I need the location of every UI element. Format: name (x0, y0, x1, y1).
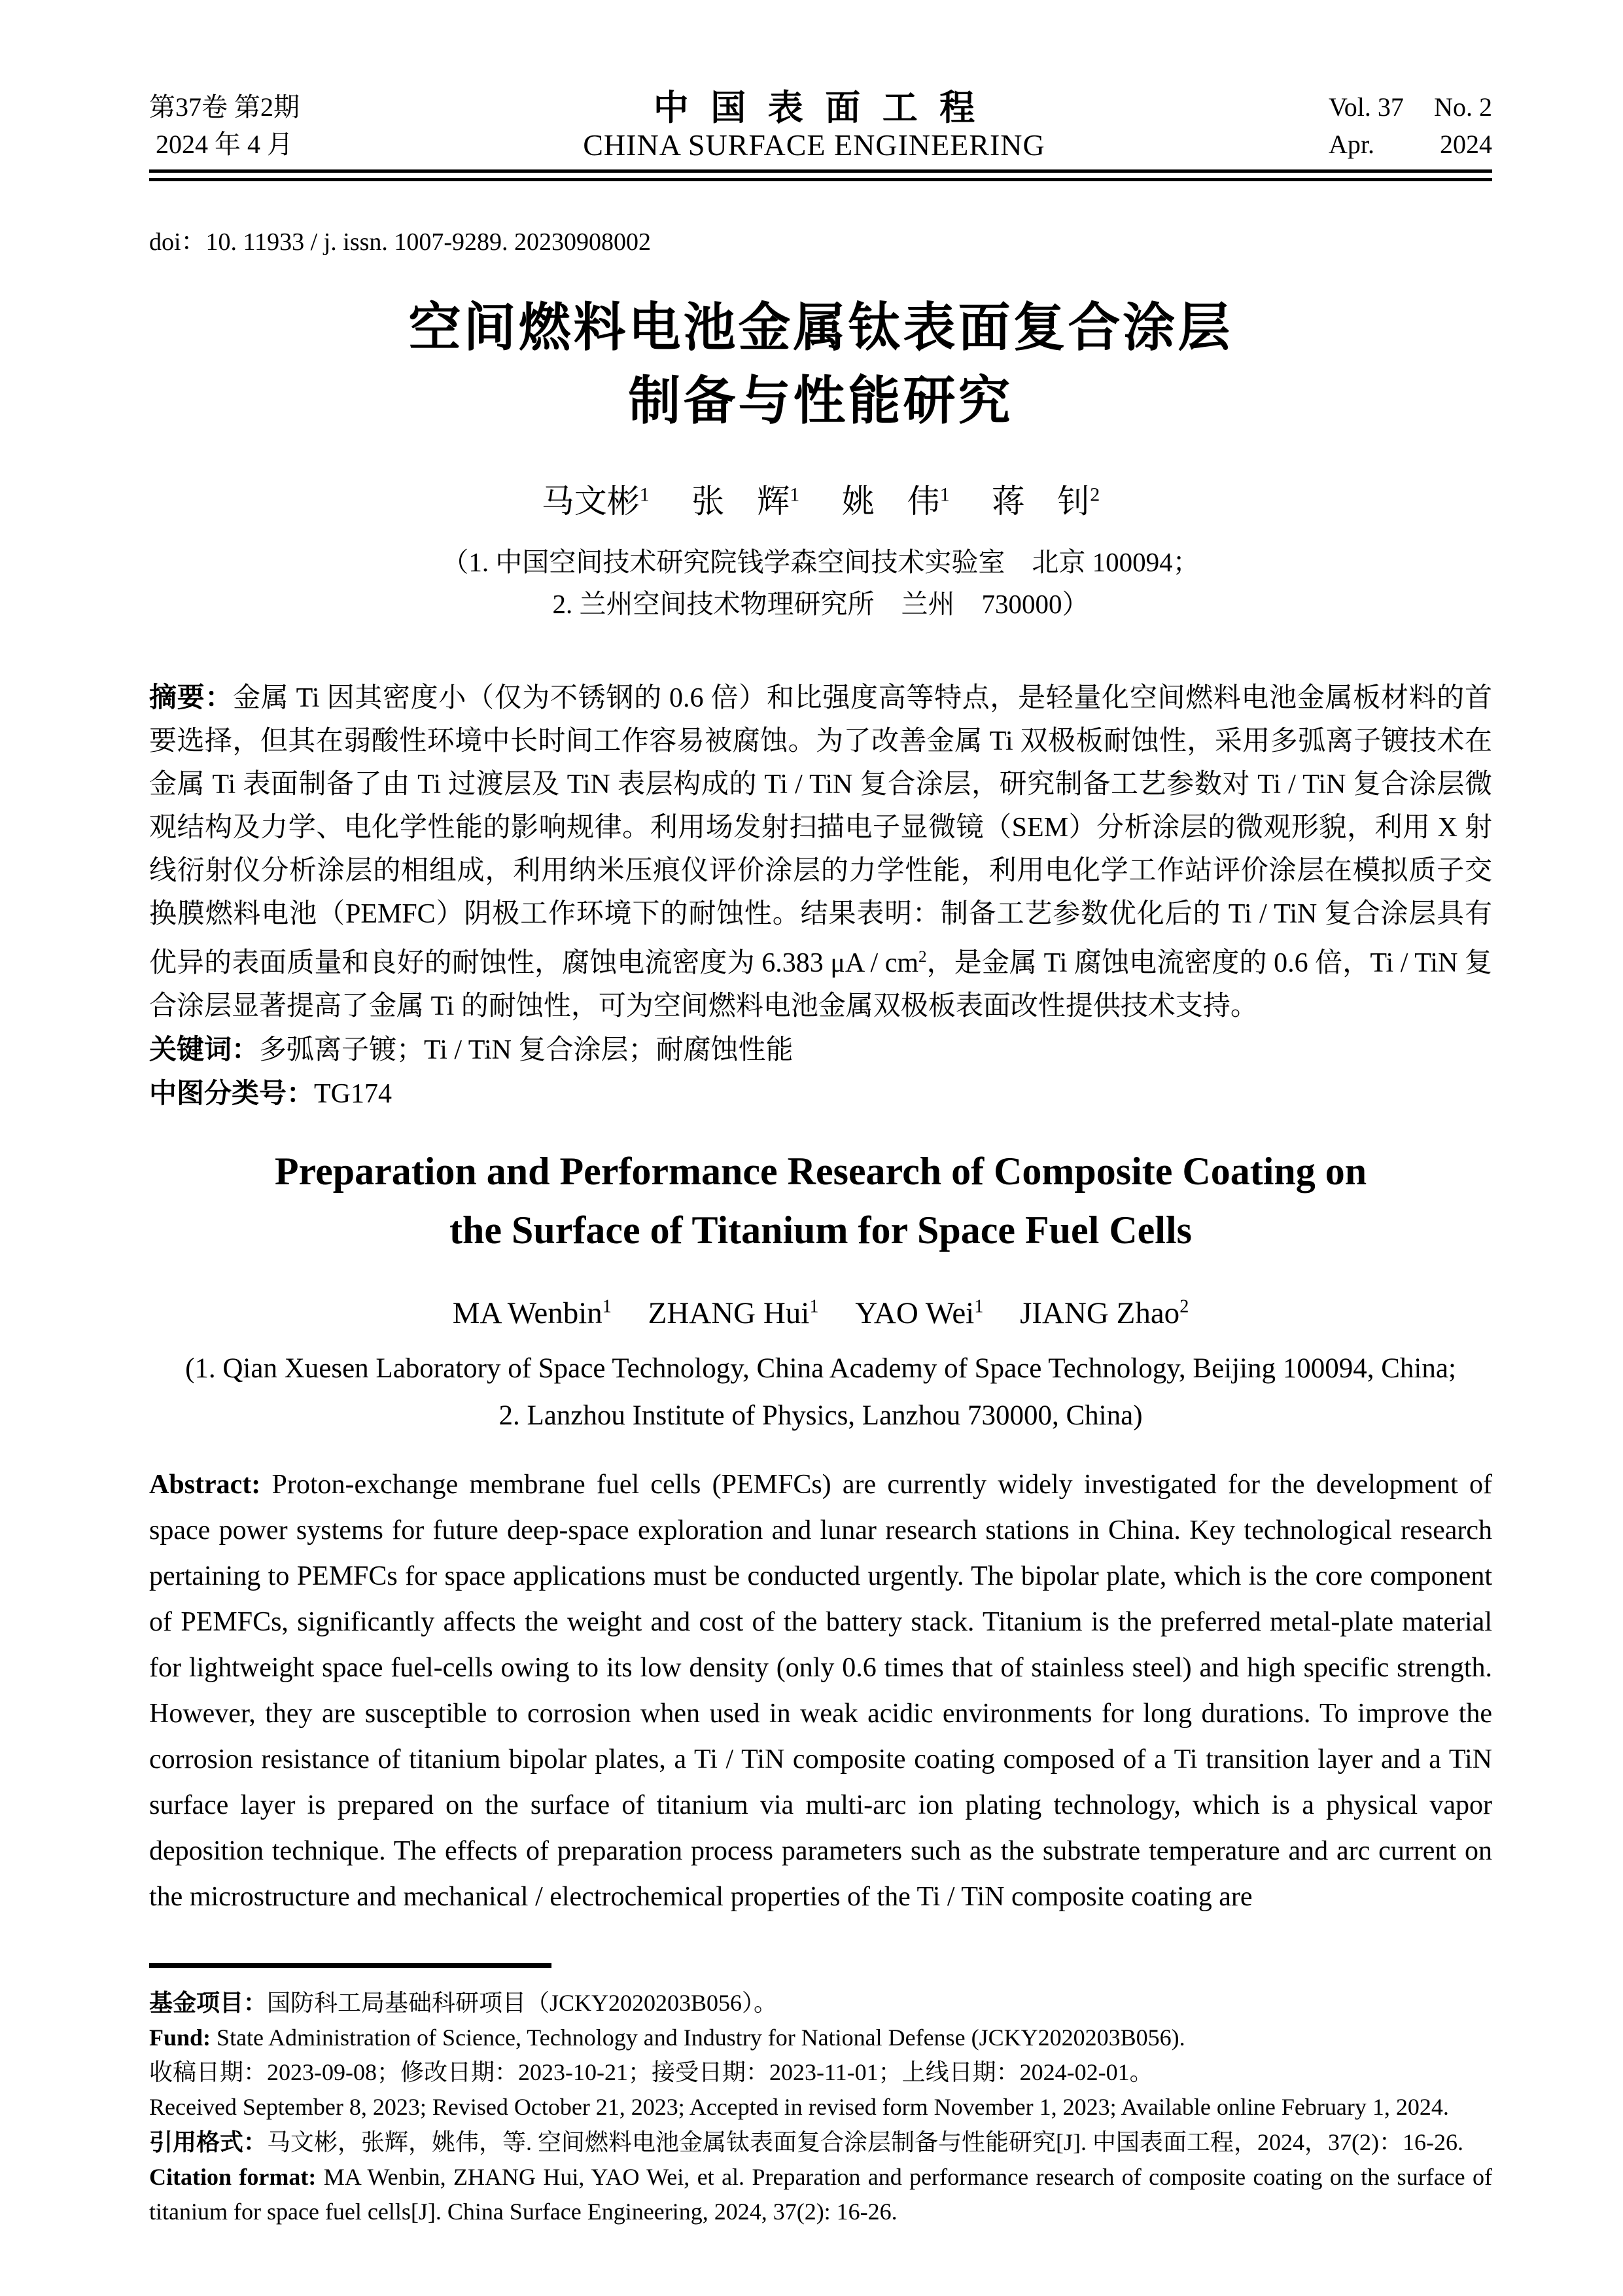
author-affil-sup: 2 (1179, 1296, 1189, 1317)
clc-line (149, 1072, 1492, 1116)
author-en: JIANG Zhao$^2$ (1020, 1296, 1189, 1331)
affiliation-zh-line1: （1. 中国空间技术研究院钱学森空间技术实验室 北京 100094； (442, 546, 1200, 577)
article-title-en-line1: Preparation and Performance Research of Composite Coating on (274, 1149, 1367, 1193)
author-en: MA Wenbin$^1$ (452, 1296, 612, 1331)
dates-zh-line: 收稿日期：2023-09-08；修改日期：2023-10-21；接受日期：2023-11-01；上线日期：2024-02-01。 (149, 2059, 1153, 2086)
citation-zh-line (149, 2125, 1492, 2160)
year-en: 2024 (1440, 130, 1492, 159)
footnote-block (149, 1963, 1492, 2229)
abstract-zh-label: 摘要： (149, 681, 234, 713)
abstract-zh-text-cont: ，是金属 Ti 腐蚀电流密度的 0.6 倍，Ti / TiN 复合涂层显著提高了金属 Ti 的耐蚀性，可为空间燃料电池金属双极板表面改性提供技术支持。 (149, 947, 1493, 1021)
author-affil-sup: 1 (790, 484, 800, 505)
abstract-zh-sup: 2 (918, 947, 927, 966)
citation-zh-label: 引用格式： (149, 2128, 268, 2156)
fund-zh-label: 基金项目： (149, 1989, 268, 2017)
author-zh: 蒋 钊$^2$ (992, 482, 1100, 520)
article-title-zh (149, 291, 1492, 438)
author-en: ZHANG Hui$^1$ (648, 1296, 819, 1331)
author-affil-sup: 1 (974, 1296, 984, 1317)
fund-zh-text: 国防科工局基础科研项目（JCKY2020203B056）。 (267, 1990, 778, 2017)
fund-en-line (149, 2021, 1492, 2055)
author-affil-sup: 1 (809, 1296, 819, 1317)
journal-header (149, 88, 1492, 163)
abstract-zh (149, 676, 1492, 1028)
author-affil-sup: 1 (639, 484, 650, 505)
header-right (1329, 88, 1492, 162)
article-title-zh-line1: 空间燃料电池金属钛表面复合涂层 (408, 298, 1233, 357)
affiliations-zh (149, 541, 1492, 625)
date-en (1329, 126, 1492, 162)
header-double-rule (149, 169, 1492, 181)
journal-title-en: CHINA SURFACE ENGINEERING (583, 128, 1045, 162)
affiliation-en-line1: (1. Qian Xuesen Laboratory of Space Technology, China Academy of Space Technology, Beijing 100094, China; (185, 1353, 1456, 1385)
author-affil-sup: 1 (939, 484, 950, 505)
doi-line: doi：10. 11933 / j. issn. 1007-9289. 20230908002 (149, 228, 652, 256)
abstract-zh-text: 金属 Ti 因其密度小（仅为不锈钢的 0.6 倍）和比强度高等特点，是轻量化空间燃料电池金属板材料的首要选择，但其在弱酸性环境中长时间工作容易被腐蚀。为了改善金属 Ti 双极板耐蚀性，采用多弧离子镀技术在金属 Ti 表面制备了由 Ti 过渡层及 TiN 表层构成的 Ti / TiN 复合涂层，研究制备工艺参数对 Ti / TiN 复合涂层微观结构及力学、电化学性能的影响规律。利用场发射扫描电子显微镜（SEM）分析涂层的微观形貌，利用 X 射线衍射仪分析涂层的相组成，利用纳米压痕仪评价涂层的力学性能，利用电化学工作站评价涂层在模拟质子交换膜燃料电池（PEMFC）阴极工作环境下的耐蚀性。结果表明：制备工艺参数优化后的 Ti / TiN 复合涂层具有优异的表面质量和良好的耐蚀性，腐蚀电流密度为 6.383 μA / cm (149, 682, 1492, 978)
article-title-zh-line2: 制备与性能研究 (628, 372, 1013, 430)
abstract-en-label: Abstract: (149, 1470, 261, 1500)
article-title-en (149, 1142, 1492, 1260)
article-title-en-line2: the Surface of Titanium for Space Fuel Cells (449, 1208, 1192, 1252)
header-left (149, 88, 300, 162)
keywords-zh-text: 多弧离子镀；Ti / TiN 复合涂层；耐腐蚀性能 (259, 1034, 794, 1065)
volume-issue-en (1329, 88, 1492, 126)
no-en: No. 2 (1434, 92, 1492, 122)
affiliation-en-line2: 2. Lanzhou Institute of Physics, Lanzhou 730000, China) (498, 1400, 1143, 1432)
keywords-zh-line (149, 1028, 1492, 1072)
fund-zh-line (149, 1985, 1492, 2021)
clc-label: 中图分类号： (149, 1077, 315, 1108)
authors-zh (149, 474, 1492, 521)
fund-en-label: Fund: (149, 2024, 211, 2051)
vol-en: Vol. 37 (1329, 92, 1404, 122)
author-en: YAO Wei$^1$ (855, 1296, 984, 1331)
abstract-en-text: Proton-exchange membrane fuel cells (PEMFCs) are currently widely investigated for the development of space power systems for future deep-space exploration and lunar research stations in China. Key technological research pertaining to PEMFCs for space applications must be conducted urgently. The bipolar plate, which is the core component of PEMFCs, significantly affects the weight and cost of the battery stack. Titanium is the preferred metal-plate material for lightweight space fuel-cells owing to its low density (only 0.6 times that of stainless steel) and high specific strength. However, they are susceptible to corrosion when used in weak acidic environments for long durations. To improve the corrosion resistance of titanium bipolar plates, a Ti / TiN composite coating composed of a Ti transition layer and a TiN surface layer is prepared on the surface of titanium via multi-arc ion plating technology, which is a physical vapor deposition technique. The effects of preparation process parameters such as the substrate temperature and arc current on the microstructure and mechanical / electrochemical properties of the Ti / TiN composite coating are (149, 1470, 1492, 1913)
abstract-en (149, 1462, 1492, 1920)
journal-title-zh: 中国表面工程 (653, 88, 997, 128)
citation-zh-text: 马文彬，张辉，姚伟，等. 空间燃料电池金属钛表面复合涂层制备与性能研究[J]. 中国表面工程，2024，37(2)：16-26. (267, 2129, 1463, 2156)
clc-text: TG174 (314, 1078, 393, 1109)
author-affil-sup: 1 (602, 1296, 612, 1317)
authors-en (149, 1288, 1492, 1333)
header-center (583, 88, 1045, 163)
date-zh: 2024 年 4 月 (156, 130, 293, 159)
author-affil-sup: 2 (1090, 484, 1100, 505)
month-en: Apr. (1329, 130, 1374, 159)
affiliations-en (149, 1345, 1492, 1439)
citation-en-text: MA Wenbin, ZHANG Hui, YAO Wei, et al. Preparation and performance research of composite coating on the surface of titanium for space fuel cells[J]. China Surface Engineering, 2024, 37(2): 16-26. (149, 2164, 1492, 2225)
volume-issue-zh: 第37卷 第2期 (149, 92, 300, 122)
author-zh: 姚 伟$^1$ (841, 482, 950, 520)
author-zh: 马文彬$^1$ (541, 482, 650, 520)
dates-en-line: Received September 8, 2023; Revised October 21, 2023; Accepted in revised form November 1, 2023; Available online February 1, 2024. (149, 2094, 1449, 2121)
footnote-separator-rule (149, 1963, 551, 1968)
citation-en-label: Citation format: (149, 2164, 317, 2191)
author-zh: 张 辉$^1$ (691, 482, 800, 520)
keywords-zh-label: 关键词： (149, 1033, 260, 1065)
affiliation-zh-line2: 2. 兰州空间技术物理研究所 兰州 730000） (552, 588, 1089, 619)
citation-en-line (149, 2160, 1492, 2229)
fund-en-text: State Administration of Science, Technology and Industry for National Defense (JCKY2020203B056). (211, 2024, 1185, 2051)
